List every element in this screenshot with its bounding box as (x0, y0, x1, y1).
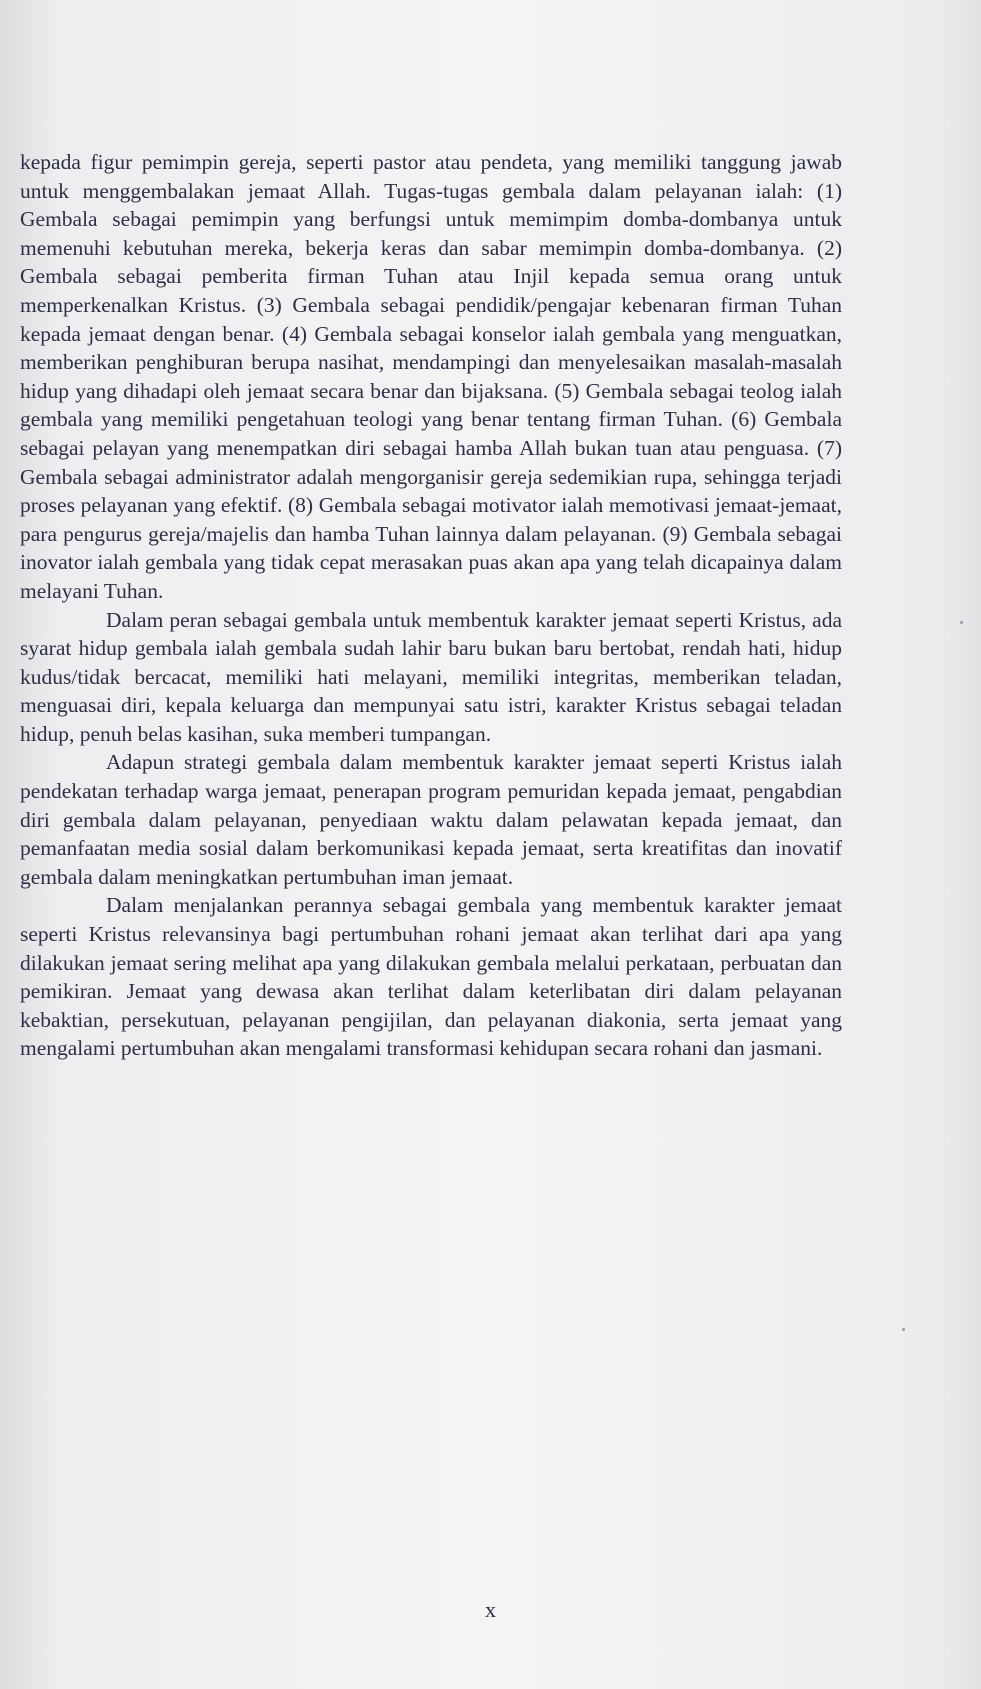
body-text (20, 148, 842, 1063)
paper-speck (960, 621, 963, 624)
paper-speck (902, 1328, 905, 1331)
paragraph-pastor-strategy: Adapun strategi gembala dalam membentuk karakter jemaat seperti Kristus ialah pendekatan terhadap warga jemaat, penerapan program pemuridan kepada jemaat, pengabdian diri gembala dalam pelayanan, penyediaan waktu dalam pelawatan kepada jemaat, dan pemanfaatan media sosial dalam berkomunikasi kepada jemaat, serta kreatifitas dan inovatif gembala dalam meningkatkan pertumbuhan iman jemaat. (20, 750, 842, 889)
paragraph-pastor-requirements: Dalam peran sebagai gembala untuk membentuk karakter jemaat seperti Kristus, ada syarat hidup gembala ialah gembala sudah lahir baru bukan baru bertobat, rendah hati, hidup kudus/tidak bercacat, memiliki hati melayani, memiliki integritas, memberikan teladan, menguasai diri, kepala keluarga dan mempunyai satu istri, karakter Kristus sebagai teladan hidup, penuh belas kasihan, suka memberi tumpangan. (20, 607, 842, 746)
paragraph-spiritual-growth: Dalam menjalankan perannya sebagai gembala yang membentuk karakter jemaat seperti Kristus relevansinya bagi pertumbuhan rohani jemaat akan terlihat dari apa yang dilakukan jemaat sering melihat apa yang dilakukan gembala melalui perkataan, perbuatan dan pemikiran. Jemaat yang dewasa akan terlihat dalam keterlibatan diri dalam pelayanan kebaktian, persekutuan, pelayanan pengijilan, dan pelayanan diakonia, serta jemaat yang mengalami pertumbuhan akan mengalami transformasi kehidupan secara rohani dan jasmani. (20, 893, 842, 1061)
page-number: x (485, 1597, 496, 1622)
paragraph-pastor-duties: kepada figur pemimpin gereja, seperti pastor atau pendeta, yang memiliki tanggung jawab untuk menggembalakan jemaat Allah. Tugas-tugas gembala dalam pelayanan ialah: (1) Gembala sebagai pemimpin yang berfungsi untuk memimpim domba-dombanya untuk memenuhi kebutuhan mereka, bekerja keras dan sabar memimpin domba-dombanya. (2) Gembala sebagai pemberita firman Tuhan atau Injil kepada semua orang untuk memperkenalkan Kristus. (3) Gembala sebagai pendidik/pengajar kebenaran firman Tuhan kepada jemaat dengan benar. (4) Gembala sebagai konselor ialah gembala yang menguatkan, memberikan penghiburan berupa nasihat, mendampingi dan menyelesaikan masalah-masalah hidup yang dihadapi oleh jemaat secara benar dan bijaksana. (5) Gembala sebagai teolog ialah gembala yang memiliki pengetahuan teologi yang benar tentang firman Tuhan. (6) Gembala sebagai pelayan yang menempatkan diri sebagai hamba Allah bukan tuan atau penguasa. (7) Gembala sebagai administrator adalah mengorganisir gereja sedemikian rupa, sehingga terjadi proses pelayanan yang efektif. (8) Gembala sebagai motivator ialah memotivasi jemaat-jemaat, para pengurus gereja/majelis dan hamba Tuhan lainnya dalam pelayanan. (9) Gembala sebagai inovator ialah gembala yang tidak cepat merasakan puas akan apa yang telah dicapainya dalam melayani Tuhan. (20, 150, 842, 603)
